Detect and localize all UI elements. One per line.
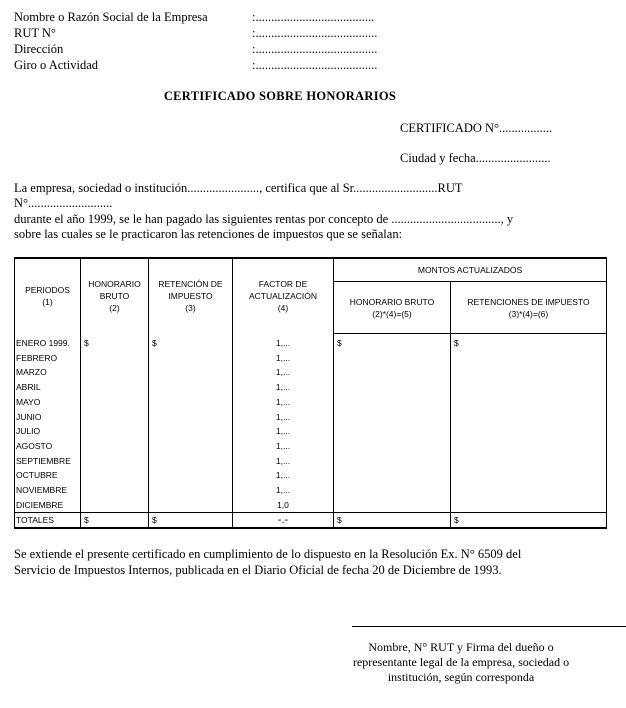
honorario-actualizado-cell	[334, 351, 451, 366]
activity-value: :.......................................	[252, 58, 378, 72]
honorario-actualizado-cell: $	[334, 334, 451, 351]
period-cell: SEPTIEMBRE	[15, 454, 81, 469]
totals-currency: $	[149, 513, 233, 529]
closing-line-2: Servicio de Impuestos Internos, publicada en el Diario Oficial de fecha 20 de Diciembre de 1993.	[14, 563, 502, 577]
retencion-actualizada-cell	[451, 483, 607, 498]
honorarios-table	[14, 257, 607, 529]
col-header-code: (3)*(4)=(6)	[508, 308, 549, 319]
table-row	[15, 483, 607, 498]
rut-label: RUT N°	[14, 26, 56, 40]
honorario-actualizado-cell	[334, 498, 451, 513]
factor-cell: 1,...	[233, 334, 334, 351]
period-cell: NOVIEMBRE	[15, 483, 81, 498]
honorario-bruto-cell	[81, 395, 149, 410]
intro-line-2: N°...........................	[14, 196, 113, 210]
col-header-code: (3)	[185, 303, 196, 314]
honorario-actualizado-cell	[334, 483, 451, 498]
factor-cell: 1,...	[233, 483, 334, 498]
company-name-value: :......................................	[252, 10, 375, 24]
intro-line-3: durante el año 1999, se le han pagado las siguientes rentas por concepto de ..................................., y	[14, 212, 514, 226]
factor-cell: 1,...	[233, 439, 334, 454]
closing-line-1: Se extiende el presente certificado en cumplimiento de lo dispuesto en la Resolución Ex. N° 6509 del	[14, 547, 522, 561]
col-header-code: (4)	[277, 303, 289, 314]
retencion-cell	[149, 439, 233, 454]
certificate-number: CERTIFICADO N°.................	[400, 121, 553, 135]
honorario-bruto-cell: $	[81, 334, 149, 351]
col-header-factor	[233, 258, 334, 334]
honorario-bruto-cell	[81, 351, 149, 366]
factor-cell: 1,...	[233, 410, 334, 425]
honorario-actualizado-cell	[334, 454, 451, 469]
table-row	[15, 468, 607, 483]
retencion-actualizada-cell	[451, 380, 607, 395]
company-name-label: Nombre o Razón Social de la Empresa	[14, 10, 208, 24]
table-row	[15, 498, 607, 513]
totals-label: TOTALES	[15, 513, 81, 529]
period-cell: DICIEMBRE	[15, 498, 81, 513]
period-cell: JUNIO	[15, 410, 81, 425]
honorario-bruto-cell	[81, 365, 149, 380]
retencion-actualizada-cell	[451, 351, 607, 366]
honorario-bruto-cell	[81, 483, 149, 498]
factor-cell: 1,...	[233, 365, 334, 380]
retencion-cell	[149, 424, 233, 439]
honorario-actualizado-cell	[334, 410, 451, 425]
col-header-code: (2)	[109, 303, 120, 314]
honorario-actualizado-cell	[334, 395, 451, 410]
address-value: :.......................................	[252, 42, 378, 56]
retencion-cell	[149, 483, 233, 498]
table-row	[15, 351, 607, 366]
retencion-cell	[149, 410, 233, 425]
totals-currency: $	[81, 513, 149, 529]
totals-currency: $	[451, 513, 607, 529]
signature-line	[352, 626, 626, 627]
retencion-actualizada-cell	[451, 395, 607, 410]
table-row	[15, 334, 607, 351]
factor-cell: 1,...	[233, 380, 334, 395]
period-cell: JULIO	[15, 424, 81, 439]
address-label: Dirección	[14, 42, 64, 56]
retencion-cell	[149, 498, 233, 513]
col-header-honorario-actualizado	[334, 282, 451, 334]
retencion-actualizada-cell	[451, 498, 607, 513]
honorario-actualizado-cell	[334, 365, 451, 380]
col-header-code: (1)	[42, 297, 53, 308]
honorario-bruto-cell	[81, 439, 149, 454]
period-cell: ENERO 1999.	[15, 334, 81, 351]
intro-line-4: sobre las cuales se le practicaron las retenciones de impuestos que se señalan:	[14, 227, 403, 241]
table-row	[15, 380, 607, 395]
retencion-actualizada-cell: $	[451, 334, 607, 351]
col-header-label: HONORARIO BRUTO	[88, 279, 141, 302]
city-and-date: Ciudad y fecha........................	[400, 151, 551, 165]
table-row	[15, 424, 607, 439]
factor-cell: 1,...	[233, 468, 334, 483]
table-row	[15, 439, 607, 454]
intro-line-1: La empresa, sociedad o institución......................., certifica que al Sr...........................RUT	[14, 181, 463, 195]
table-row	[15, 410, 607, 425]
honorario-bruto-cell	[81, 468, 149, 483]
honorario-actualizado-cell	[334, 424, 451, 439]
signature-caption: Nombre, N° RUT y Firma del dueño o representante legal de la empresa, sociedad o institución, según corresponda	[352, 640, 570, 684]
retencion-actualizada-cell	[451, 410, 607, 425]
period-cell: MAYO	[15, 395, 81, 410]
honorario-bruto-cell	[81, 424, 149, 439]
col-header-retenciones-actualizadas	[451, 282, 607, 334]
retencion-actualizada-cell	[451, 365, 607, 380]
montos-actualizados-header: MONTOS ACTUALIZADOS	[334, 258, 607, 282]
factor-cell: 1,...	[233, 424, 334, 439]
honorario-actualizado-cell	[334, 380, 451, 395]
retencion-cell	[149, 365, 233, 380]
honorario-bruto-cell	[81, 498, 149, 513]
col-header-label: HONORARIO BRUTO	[349, 296, 435, 307]
col-header-label: RETENCIÓN DE IMPUESTO	[158, 279, 223, 302]
table-row	[15, 365, 607, 380]
table-row	[15, 395, 607, 410]
retencion-actualizada-cell	[451, 439, 607, 454]
rut-value: :.......................................	[252, 26, 378, 40]
period-cell: OCTUBRE	[15, 468, 81, 483]
period-cell: FEBRERO	[15, 351, 81, 366]
factor-cell: 1,...	[233, 395, 334, 410]
honorario-bruto-cell	[81, 410, 149, 425]
period-cell: ABRIL	[15, 380, 81, 395]
col-header-periodos	[15, 258, 81, 334]
col-header-honorario-bruto	[81, 258, 149, 334]
col-header-label: RETENCIONES DE IMPUESTO	[467, 296, 590, 307]
retencion-cell: $	[149, 334, 233, 351]
retencion-actualizada-cell	[451, 424, 607, 439]
activity-label: Giro o Actividad	[14, 58, 99, 72]
col-header-label: FACTOR DE ACTUALIZACIÓN	[248, 279, 317, 302]
totals-factor: -.-	[233, 513, 334, 529]
col-header-code: (2)*(4)=(5)	[372, 308, 412, 319]
retencion-actualizada-cell	[451, 454, 607, 469]
honorario-bruto-cell	[81, 380, 149, 395]
factor-cell: 1,0	[233, 498, 334, 513]
totals-currency: $	[334, 513, 451, 529]
col-header-retencion	[149, 258, 233, 334]
honorario-actualizado-cell	[334, 439, 451, 454]
retencion-cell	[149, 468, 233, 483]
retencion-cell	[149, 380, 233, 395]
retencion-cell	[149, 351, 233, 366]
period-cell: AGOSTO	[15, 439, 81, 454]
table-row	[15, 454, 607, 469]
document-title: CERTIFICADO SOBRE HONORARIOS	[163, 89, 397, 103]
retencion-cell	[149, 454, 233, 469]
retencion-cell	[149, 395, 233, 410]
col-header-label: PERIODOS	[25, 285, 70, 296]
honorario-bruto-cell	[81, 454, 149, 469]
factor-cell: 1,...	[233, 351, 334, 366]
factor-cell: 1,...	[233, 454, 334, 469]
honorario-actualizado-cell	[334, 468, 451, 483]
retencion-actualizada-cell	[451, 468, 607, 483]
period-cell: MARZO	[15, 365, 81, 380]
